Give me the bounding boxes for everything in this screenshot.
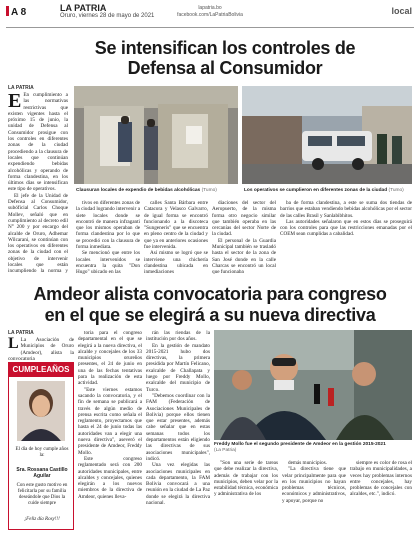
story1-col1-para1 [8, 92, 68, 193]
issue-date: Oruro, viernes 28 de mayo de 2021 [60, 13, 155, 19]
story1-photo-2 [242, 86, 412, 184]
story1-photo-2-caption [244, 188, 412, 194]
story1-col5-para1: ba de forma clandestina, a este se suma dos tiendas de barrios que estaban vendiendo bebidas alcohólicas por el sector de las calles Brasil y Sanlabibhitos. [280, 200, 412, 219]
story1-column-1 [8, 92, 68, 274]
story2-column-4 [214, 460, 278, 530]
photo3-caption-text: Freddy Mollo fue el segundo presidente de Amdeor en la gestión 2015-2021 [214, 442, 386, 447]
story1-column-5 [280, 200, 412, 274]
story1-column-3 [144, 200, 208, 274]
facebook-link[interactable]: facebook.com/LaPatriaBolivia [177, 12, 243, 18]
dropcap-2: L [8, 337, 19, 352]
web-link[interactable]: lapatria.bo [198, 5, 222, 11]
photo2-caption-text: Los operativos se cumplieron en diferentes zonas de la ciudad [244, 188, 388, 193]
story2-photo-caption [214, 442, 412, 454]
story2-col4-para1: "Son una serie de tareas que debe realizar la directiva, además de trabajar con los municipios, deben velar por la estabilidad técnica, económica y administrativa de los [214, 460, 278, 498]
social-links [150, 5, 270, 19]
story2-col3-para2: En la gestión de mandato 2015-2021 hubo dos directivas, la primera presidida por Martín Felicano, exalcalde de Challapata y luego por Freddy Mollo, exalcalde del municipio de Turco. [146, 342, 210, 393]
story1-photo-1-caption [76, 188, 238, 194]
story2-column-5 [282, 460, 346, 530]
story1-col1-para2: El jefe de la Unidad de Defensa al Consumidor, subóficial Carlos Choque Mollev, señaló que en cumplimiento al decreto edil N° 200 y por encargo del alcalde de Oruro, Adhemar Wilcarani, se continúan con los operativos en diferentes zonas de la ciudad con el objetivo de intervenir locales que están incumpliendo la norma y [8, 192, 68, 274]
story1-col1-text: En cumplimiento a las normativas restrictivas que existen vigentes hasta el próximo 15 de junio, la unidad de Defensa al Consumidor prosigue con los controles en diferentes zonas de la ciudad procediendo a la clausura de locales que continúan expendiendo bebidas alcohólicas y operando de forma clandestina, en los últimos días se intensifican este tipo de operativos. [8, 92, 68, 193]
page-number [6, 6, 26, 18]
section-label: local [391, 6, 412, 16]
story2-column-3 [146, 330, 210, 530]
story1-column-2 [76, 200, 140, 274]
page-number-bar [6, 6, 9, 16]
story2-col1-text: La Asociación de Municipios de Oruro (Amdeor), alista la convocatoria [8, 337, 74, 361]
story1-col4-para1: diaciones del sector del Aeropuerto, de la misma forma otro negocio similar que también operaba en las cercanías del sector Norte de la ciudad. [212, 200, 276, 238]
birthday-sign: ¡Feliz día Rosy!!! [24, 517, 60, 522]
story2-col5-para1: demás municipios. [288, 460, 327, 466]
birthday-name: Sra. Rossana Castillo Aguilar [16, 467, 68, 479]
birthday-box [8, 362, 74, 530]
birthday-title: CUMPLEAÑOS [9, 363, 73, 377]
story2-column-1 [8, 337, 74, 361]
newspaper-name: LA PATRIA [60, 3, 107, 13]
story2-photo [214, 330, 412, 440]
story2-kicker: LA PATRIA [8, 330, 34, 336]
birthday-wish: Con este gusto motivo en felicitarla por su familia deseándole que Dios la cuide siempre [16, 483, 68, 506]
birthday-photo [17, 381, 65, 441]
story2-col3-para3: "Debemos coordinar con la FAM (Federación de Asociaciones Municipales de Bolivia) porque ellos tienen que estar presentes, además cabe señalar que en estas semanas todos los departamentos están eligiendo las directivas de sus asociaciones municipales", indicó. [146, 392, 210, 462]
story1-headline: Se intensifican los controles de Defensa al Consumidor [94, 38, 356, 78]
story2-col3-para4: Una vez elegidas las asociaciones municipales en cada departamento, la FAM Bolivia convocará a una reunión en la ciudad de La Paz donde se elegirá la directiva nacional. [146, 462, 210, 507]
story2-col5-para2: "La directiva tiene que velar principalmente para que en los municipios no hayan problemas técnicos, económicos y administrativos, y apoyar, porque no [282, 466, 346, 504]
photo-storefront [74, 86, 238, 184]
story2-column-2 [78, 330, 142, 530]
story1-col2-para2: Se mencionó que entre los locales intervenidos se encuentra la quita "Don Hugo" ubicado en las [76, 250, 140, 274]
story1-col2-para1: tivos en diferentes zonas de la ciudad logrando intervenir a siete locales donde se encontró de manera infraganti que los mismos operaban de forma clandestina por lo que se procedió con la clausura de forma inmediata. [76, 200, 140, 251]
photo1-credit: (Tumo) [201, 188, 217, 193]
story2-column-6 [350, 460, 412, 530]
photo-street-operation [242, 86, 412, 184]
story1-column-4 [212, 200, 276, 274]
story1-photo-1 [74, 86, 238, 184]
story2-col2-para3: Este congreso reglamentado será con 200 autoridades municipales, entre alcaldes y concejales, quienes elegirán a los nuevos miembros de la directiva de Amdeor, quienes lleva- [78, 455, 142, 500]
story1-col5-para2: Las autoridades señalaron que en estos días se proseguirá con los controles para que las restricciones emanadas por el COEM sean cumplidas a cabalidad. [280, 218, 412, 238]
story2-col1-para [8, 337, 74, 361]
web-icon [150, 5, 270, 12]
photo3-credit: (La Patria) [214, 448, 237, 453]
story2-col6-para1: siempre es color de rosa el trabajo en municipalidades, a veces hay problemas internos entre concejales, hay problemas de concejales con alcaldes, etc.", indicó. [350, 460, 412, 498]
page-header [0, 0, 420, 30]
story2-headline: Amdeor alista convocatoria para congreso en el que se elegirá a su nueva directiva [33, 284, 387, 325]
page-number-text: A 8 [11, 7, 27, 18]
story2-col3-para1: rán las riendas de la institución por dos años. [146, 330, 210, 343]
photo2-credit: (Tumo) [388, 188, 404, 193]
birthday-intro: El día de hoy cumple años la: [15, 447, 69, 458]
facebook-icon [150, 12, 270, 19]
story1-col3-para2: Así mismo se logró que se interviene una chichería clandestina ubicada en inmediaciones [144, 250, 208, 274]
story1-col4-para2: El personal de la Guardia Municipal también se trasladó hasta el sector de la zona de San José donde en la calle Charcas se encontró un local que funcionaba [212, 237, 276, 274]
header-rule [6, 27, 414, 28]
dropcap: E [8, 92, 22, 112]
photo-press-conference [214, 330, 412, 440]
story1-kicker: LA PATRIA [8, 85, 34, 91]
portrait-image [17, 381, 65, 441]
story1-col3-para1: calles Santa Bárbara entre Catacora y Velasco Galvarro, de igual forma se encontró funcionando a la discoteca "Sungeneris" que se encuentra en pleno centro de la ciudad y que ya en anteriores ocasiones fue intervenida. [144, 200, 208, 251]
photo1-caption-text: Clausuran locales de expendio de bebidas alcohólicas [76, 188, 201, 193]
story2-col2-para2: "Este viernes estamos sacando la convocatoria, y el fin de semana se publicará a través de algún medio de prensa escrita como señala el reglamento, proyectamos que hasta el 24 de junio todas las autoridades van a elegir una nueva directiva", aseveró el presidente de Amdeor, Freddy Mollo. [78, 386, 142, 456]
story2-col2-para1: toria para el congreso departamental en el que se elegirá a la nueva directiva, el alcalde y concejales de los 33 municipios orureños presentes, el 24 de junio en una de las fechas tentativas para la realización de esta actividad. [78, 330, 142, 387]
